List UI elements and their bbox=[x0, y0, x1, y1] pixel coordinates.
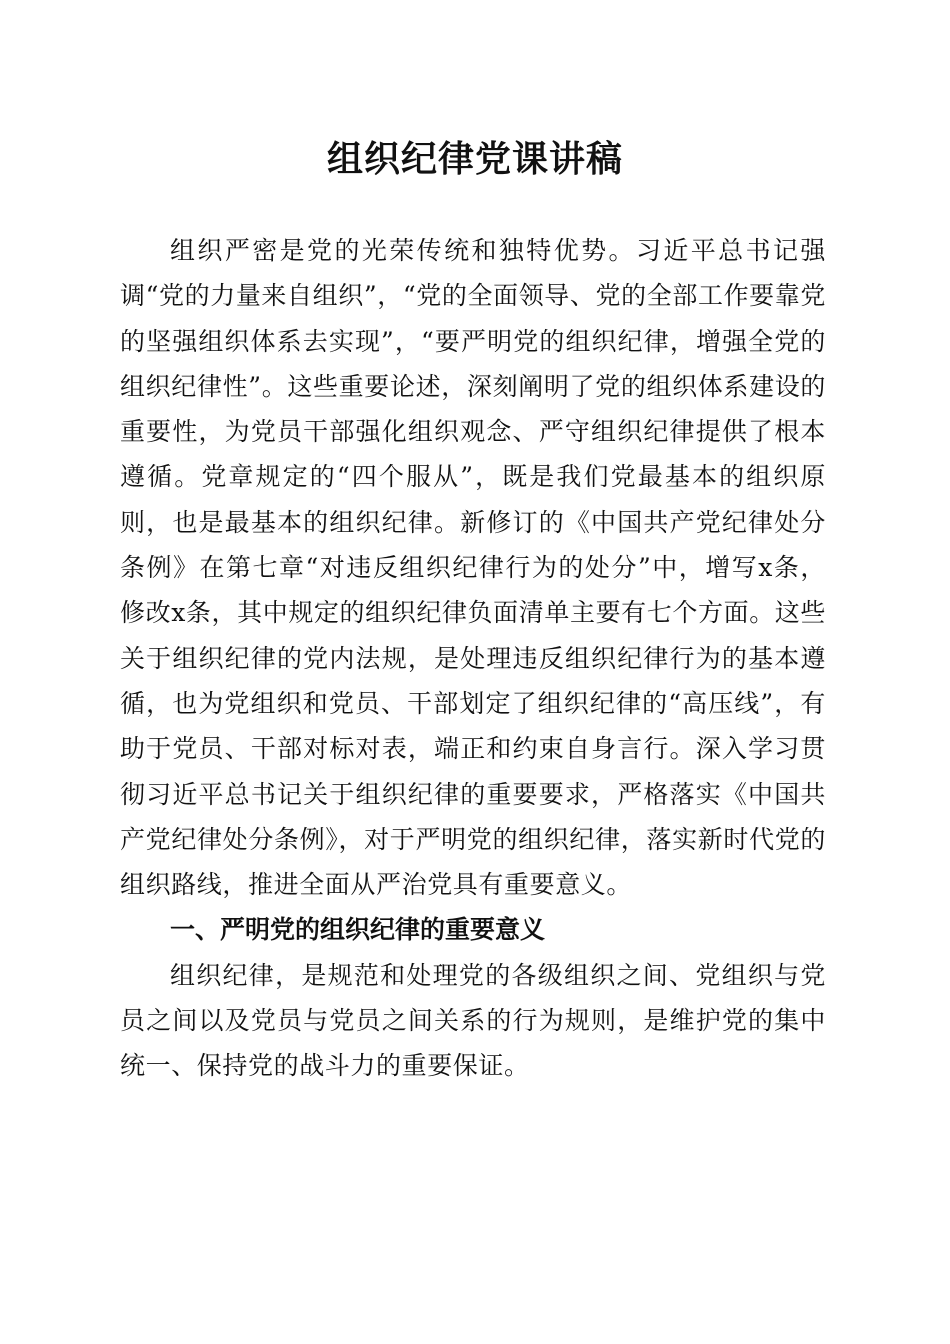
document-body bbox=[120, 228, 826, 1089]
section-heading-1: 一、严明党的组织纪律的重要意义 bbox=[170, 915, 546, 945]
document-title: 组织纪律党课讲稿 bbox=[326, 139, 623, 180]
intro-paragraph: 组织严密是党的光荣传统和独特优势。习近平总书记强调“党的力量来自组织”，“党的全面领导、党的全部工作要靠党的坚强组织体系去实现”，“要严明党的组织纪律，增强全党的组织纪律性”。这些重要论述，深刻阐明了党的组织体系建设的重要性，为党员干部强化组织观念、严守组织纪律提供了根本遵循。党章规定的“四个服从”，既是我们党最基本的组织原则，也是最基本的组织纪律。新修订的《中国共产党纪律处分条例》在第七章“对违反组织纪律行为的处分”中，增写x条，修改x条，其中规定的组织纪律负面清单主要有七个方面。这些关于组织纪律的党内法规，是处理违反组织纪律行为的基本遵循，也为党组织和党员、干部划定了组织纪律的“高压线”，有助于党员、干部对标对表，端正和约束自身言行。深入学习贯彻习近平总书记关于组织纪律的重要要求，严格落实《中国共产党纪律处分条例》，对于严明党的组织纪律，落实新时代党的组织路线，推进全面从严治党具有重要意义。 bbox=[120, 236, 826, 900]
section-1-paragraph: 组织纪律，是规范和处理党的各级组织之间、党组织与党员之间以及党员与党员之间关系的行为规则，是维护党的集中统一、保持党的战斗力的重要保证。 bbox=[120, 960, 826, 1081]
